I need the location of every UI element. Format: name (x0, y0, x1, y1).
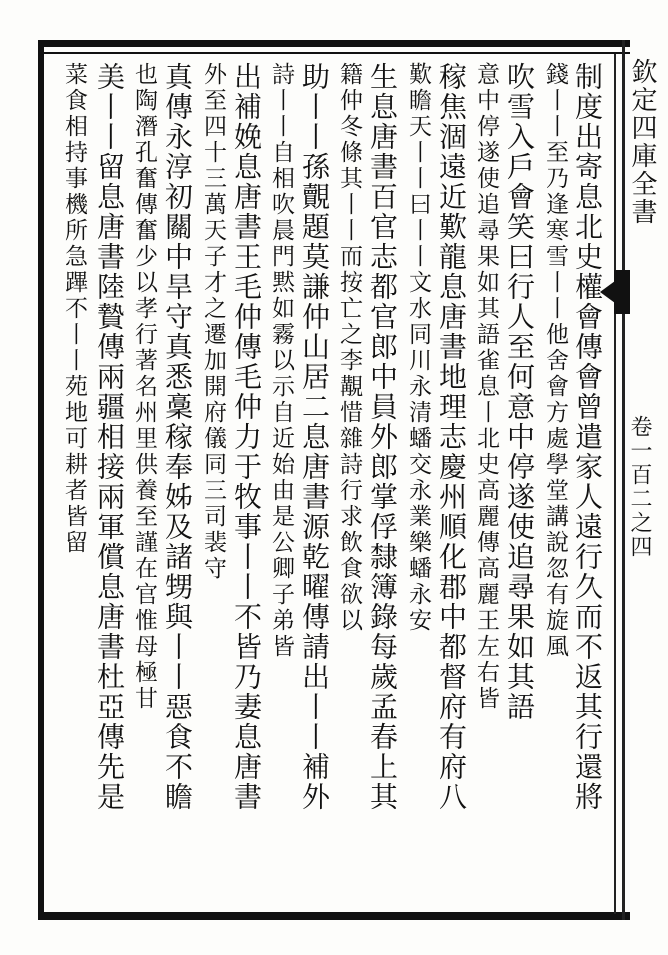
juan-label: 卷一百二之四 (627, 415, 652, 559)
text-column: 吹雪入戶會笑曰行人至何意中停遂使追尋果如其語 (503, 62, 536, 722)
text-column: 也陶潛孔奮傳奮少以孝行著名州里供養至謹在官惟母極甘 (131, 62, 157, 712)
text-column: 美丨丨留息唐書陸贄傳兩疆相接兩軍償息唐書杜亞傳先是 (93, 62, 126, 812)
page-frame-bottom (38, 912, 630, 920)
text-column: 真傳永淳初關中旱守真悉稾稼奉姊及諸甥與丨丨惡食不瞻 (161, 62, 194, 812)
text-column: 錢丨丨至乃逢寒雪丨丨他舍會方處學堂講說忽有旋風 (542, 62, 568, 660)
text-column: 籍仲冬條其丨丨而按亡之李覯惜雜詩行求飲食欲以 (336, 62, 362, 634)
text-column: 制度出寄息北史權會傳會曾遣家人遠行久而不返其行還將 (571, 62, 604, 812)
fish-tail-bar (614, 270, 630, 314)
text-column: 意中停遂使追尋果如其語雀息丨北史高麗傳高麗王左右皆 (473, 62, 499, 712)
page-frame-top-inner (38, 52, 630, 54)
text-column: 生息唐書百官志都官郎中員外郎掌俘隸簿錄每歲孟春上其 (366, 62, 399, 812)
gutter-line (614, 54, 616, 914)
page-frame-left (38, 40, 44, 920)
text-column: 詩丨丨自相吹晨門黙如霧以示自近始由是公卿子弟皆 (268, 62, 294, 660)
running-title: 欽定四庫全書 (627, 58, 657, 226)
text-column: 出補娩息唐書王毛仲傳毛仲力于牧事丨丨不皆乃妻息唐書 (230, 62, 263, 812)
text-column: 稼焦涸遠近歎龍息唐書地理志慶州順化郡中都督府有府八 (435, 62, 468, 812)
page-frame-top (38, 40, 630, 47)
text-column: 歎瞻天丨丨曰丨丨文水同川永清蟠交永業樂蟠永安 (405, 62, 431, 634)
text-column: 菜食相持事機所急蹕不丨丨苑地可耕者皆留 (61, 62, 87, 556)
text-column: 外至四十三萬天子才之遷加開府儀同三司裴守 (200, 62, 226, 582)
text-column: 助丨丨孫覿題莫謙仲山居二息唐書源乾曜傳請出丨丨補外 (298, 62, 331, 812)
